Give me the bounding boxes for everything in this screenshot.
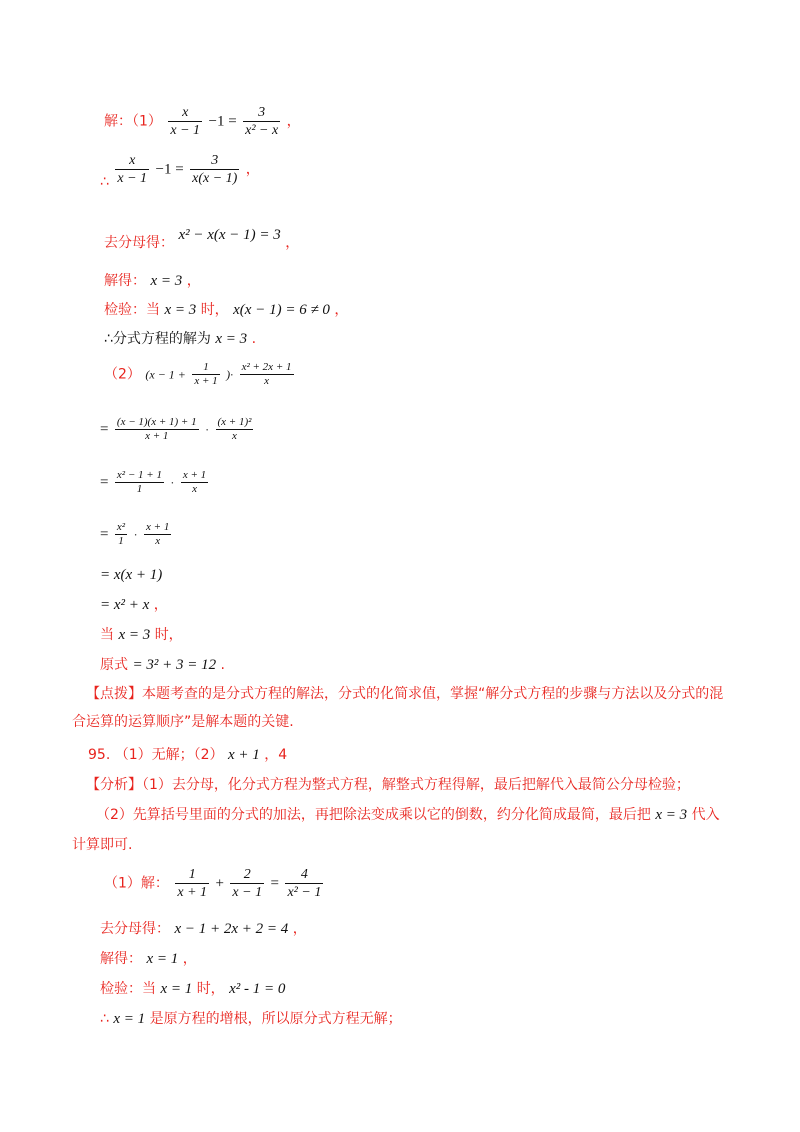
denominator: 1 xyxy=(136,483,143,495)
fraction xyxy=(168,104,202,139)
answer-text: 95. （1）无解；（2） xyxy=(88,747,224,763)
analysis-line-1: 【分析】（1）去分母，化分式方程为整式方程，解整式方程得解，最后把解代入最简公分母检验； xyxy=(86,777,690,793)
therefore-symbol: ∴ xyxy=(100,1011,109,1027)
step-text: 解得： xyxy=(100,951,142,967)
equation: x² - 1 = 0 xyxy=(229,981,286,997)
equation: x − 1 + 2x + 2 = 4 xyxy=(174,921,289,937)
punctuation: ， xyxy=(334,302,349,318)
equation: x = 3 xyxy=(164,302,197,318)
denominator: x xyxy=(232,430,237,442)
math-text: + xyxy=(215,875,224,892)
math-text: = xyxy=(270,875,280,892)
fraction xyxy=(115,521,127,548)
equation: = x² + x xyxy=(100,597,150,613)
fraction xyxy=(230,866,264,901)
solution-line-5 xyxy=(104,301,348,319)
math-text: −1 = xyxy=(208,113,237,130)
denominator: x − 1 xyxy=(117,171,148,186)
question-95-answer xyxy=(88,746,287,764)
fraction xyxy=(243,104,280,139)
solution-line-9 xyxy=(100,469,210,496)
solution-line-12 xyxy=(100,596,168,614)
punctuation: . xyxy=(251,331,257,347)
equation: = x(x + 1) xyxy=(100,567,163,583)
numerator: x + 1 xyxy=(182,469,207,481)
part1-equation xyxy=(104,866,325,901)
step-text: 去分母得： xyxy=(104,235,174,251)
step-text: 解得： xyxy=(104,273,146,289)
equation: x² − x(x − 1) = 3 xyxy=(178,227,281,243)
denominator: 1 xyxy=(118,535,124,547)
part1-line-2 xyxy=(100,920,307,938)
fraction xyxy=(115,416,199,443)
solution-line-13 xyxy=(100,626,183,644)
denominator: x(x − 1) xyxy=(192,171,238,186)
numerator: (x + 1)² xyxy=(217,416,252,428)
step-label: （1）解： xyxy=(104,875,169,892)
numerator: x² xyxy=(116,521,126,533)
punctuation: ， xyxy=(186,273,201,289)
therefore-symbol: ∴ xyxy=(100,173,109,190)
numerator: x² + 2x + 1 xyxy=(241,361,292,373)
numerator: (x − 1)(x + 1) + 1 xyxy=(116,416,197,428)
analysis-line-3: 计算即可. xyxy=(72,837,133,853)
punctuation: ， xyxy=(182,951,197,967)
equation: x = 1 xyxy=(160,981,193,997)
part1-line-5 xyxy=(100,1010,402,1028)
step-text: 检验：当 xyxy=(100,981,156,997)
solution-line-3 xyxy=(104,226,300,251)
numerator: x xyxy=(115,152,149,170)
denominator: x − 1 xyxy=(170,123,201,138)
fraction xyxy=(216,416,254,443)
fraction xyxy=(285,866,323,901)
part1-line-3 xyxy=(100,950,197,968)
denominator: x + 1 xyxy=(177,885,208,900)
denominator: x xyxy=(155,535,161,547)
tip-paragraph: 【点拨】本题考查的是分式方程的解法，分式的化简求值，掌握“解分式方程的步骤与方法以及分式的混合运算的运算顺序”是解本题的关键. xyxy=(72,686,724,730)
step-label: 解：（1） xyxy=(104,113,162,130)
math-text: · xyxy=(205,422,210,437)
denominator: x − 1 xyxy=(232,885,263,900)
equation: = 3² + 3 = 12 xyxy=(132,657,217,673)
numerator: 1 xyxy=(175,866,209,884)
solution-line-4 xyxy=(104,272,201,290)
step-text: 检验：当 xyxy=(104,302,160,318)
equation: x = 3 xyxy=(215,331,248,347)
step-text: ∴分式方程的解为 xyxy=(104,331,211,347)
step-label: （2） xyxy=(104,366,141,383)
equation: x = 3 xyxy=(118,627,151,643)
solution-line-6 xyxy=(104,330,256,348)
fraction xyxy=(144,521,171,548)
step-text: 原式 xyxy=(100,657,128,673)
numerator: 3 xyxy=(190,152,239,170)
punctuation: ， xyxy=(285,235,300,251)
denominator: x² − x xyxy=(245,123,279,138)
step-text: 时， xyxy=(200,302,229,318)
math-text: )· xyxy=(226,367,234,382)
math-text: (x − 1 + xyxy=(145,367,186,382)
punctuation: ， xyxy=(286,113,301,130)
equation: x = 1 xyxy=(113,1011,146,1027)
math-text: · xyxy=(133,527,138,542)
numerator: x xyxy=(168,104,202,122)
denominator: x xyxy=(264,375,269,387)
equation: x = 3 xyxy=(655,807,688,823)
denominator: x² − 1 xyxy=(287,885,322,900)
analysis-line-2 xyxy=(96,806,720,824)
punctuation: ， xyxy=(292,921,307,937)
fraction xyxy=(115,152,149,187)
math-text: = xyxy=(100,421,109,438)
solution-line-8 xyxy=(100,416,255,443)
solution-line-1 xyxy=(104,104,301,139)
fraction xyxy=(115,469,164,496)
punctuation: ， xyxy=(245,161,260,178)
numerator: 2 xyxy=(230,866,264,884)
equation: x + 1 xyxy=(227,747,260,763)
numerator: 3 xyxy=(243,104,280,122)
numerator: x + 1 xyxy=(146,521,170,533)
analysis-text: 代入 xyxy=(691,807,720,823)
equation: x = 3 xyxy=(150,273,183,289)
punctuation: . xyxy=(220,657,225,673)
math-text: · xyxy=(170,475,175,490)
math-text: = xyxy=(100,474,109,491)
solution-line-10 xyxy=(100,521,173,548)
numerator: 1 xyxy=(192,361,219,375)
step-text: 去分母得： xyxy=(100,921,170,937)
fraction xyxy=(181,469,208,496)
step-text: 时， xyxy=(196,981,225,997)
punctuation: ， xyxy=(153,597,168,613)
numerator: 4 xyxy=(285,866,323,884)
fraction xyxy=(192,361,219,388)
fraction xyxy=(175,866,209,901)
analysis-text: （2）先算括号里面的分式的加法，再把除法变成乘以它的倒数，约分化简成最简，最后把 xyxy=(96,807,651,823)
denominator: x + 1 xyxy=(194,375,218,387)
math-text: −1 = xyxy=(155,161,184,178)
step-text: 时， xyxy=(154,627,183,643)
solution-line-2 xyxy=(100,152,260,190)
fraction xyxy=(240,361,294,388)
equation: x = 1 xyxy=(146,951,179,967)
fraction xyxy=(190,152,239,187)
step-text: 当 xyxy=(100,627,114,643)
answer-text: ，4 xyxy=(264,747,288,763)
math-text: = xyxy=(100,526,109,543)
denominator: x xyxy=(192,483,197,495)
numerator: x² − 1 + 1 xyxy=(116,469,162,481)
step-text: 是原方程的增根，所以原分式方程无解； xyxy=(149,1011,402,1027)
solution-line-11 xyxy=(100,566,162,584)
equation: x(x − 1) = 6 ≠ 0 xyxy=(233,302,330,318)
solution-line-7 xyxy=(104,361,296,388)
solution-line-14 xyxy=(100,656,225,674)
denominator: x + 1 xyxy=(145,430,169,442)
part1-line-4 xyxy=(100,980,285,998)
